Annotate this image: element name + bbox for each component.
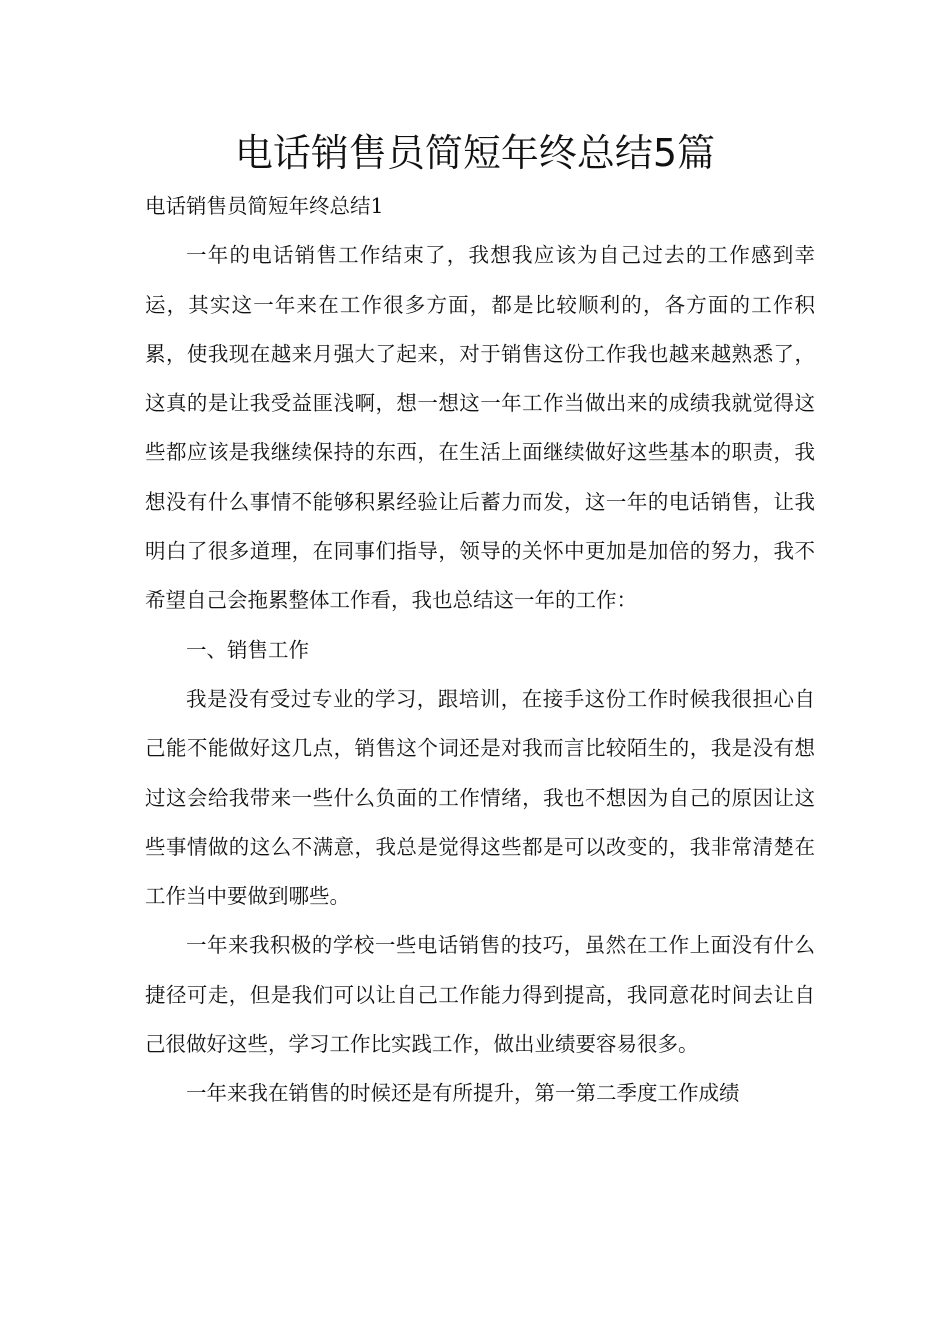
section-heading-sales: 一、销售工作 [186, 637, 309, 662]
paragraph-sales-2: 一年来我积极的学校一些电话销售的技巧，虽然在工作上面没有什么捷径可走，但是我们可以让自己工作能力得到提高，我同意花时间去让自己很做好这些，学习工作比实践工作，做出业绩要容易很多。 [145, 933, 815, 1057]
paragraph-sales-1: 我是没有受过专业的学习，跟培训，在接手这份工作时候我很担心自己能不能做好这几点，销售这个词还是对我而言比较陌生的，我是没有想过这会给我带来一些什么负面的工作情绪，我也不想因为自己的原因让这些事情做的这么不满意，我总是觉得这些都是可以改变的，我非常清楚在工作当中要做到哪些。 [145, 686, 815, 909]
document-body [145, 182, 815, 1119]
document-title: 电话销售员简短年终总结5篇 [234, 131, 716, 175]
document-subtitle: 电话销售员简短年终总结1 [145, 194, 384, 218]
paragraph-sales-3: 一年来我在销售的时候还是有所提升，第一第二季度工作成绩 [186, 1081, 740, 1106]
paragraph-intro: 一年的电话销售工作结束了，我想我应该为自己过去的工作感到幸运，其实这一年来在工作很多方面，都是比较顺利的，各方面的工作积累，使我现在越来月强大了起来，对于销售这份工作我也越来越熟悉了，这真的是让我受益匪浅啊，想一想这一年工作当做出来的成绩我就觉得这些都应该是我继续保持的东西，在生活上面继续做好这些基本的职责，我想没有什么事情不能够积累经验让后蓄力而发，这一年的电话销售，让我明白了很多道理，在同事们指导，领导的关怀中更加是加倍的努力，我不希望自己会拖累整体工作看，我也总结这一年的工作： [145, 243, 815, 613]
